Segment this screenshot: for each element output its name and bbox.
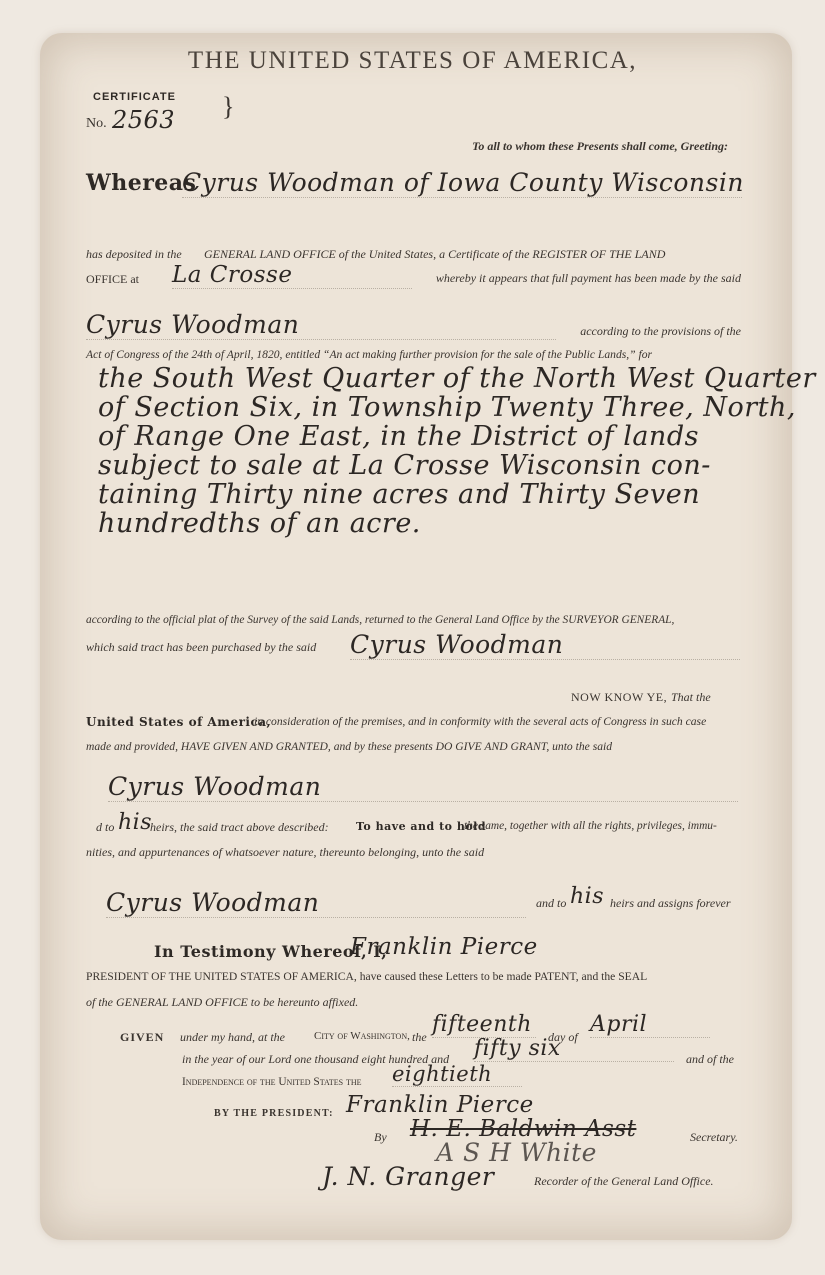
year-handwritten: fifty six <box>474 1036 674 1062</box>
know-ye-a: NOW KNOW YE, <box>571 690 668 704</box>
day-handwritten: fifteenth <box>432 1012 536 1038</box>
number-label: No. <box>86 116 107 131</box>
payment-text: whereby it appears that full payment has been made by the said <box>435 271 741 285</box>
office-at-label: OFFICE at <box>86 272 140 286</box>
land-line: taining Thirty nine acres and Thirty Seven <box>98 479 701 510</box>
heirs-his-2: his <box>570 884 604 909</box>
greeting-text: To all to whom these Presents shall come, Greeting: <box>472 139 728 153</box>
grantee-name-1: Cyrus Woodman <box>86 310 556 340</box>
grantee-intro: Cyrus Woodman of Iowa County Wisconsin <box>182 168 744 197</box>
day-of: day of <box>548 1030 578 1044</box>
certificate-label: CERTIFICATE <box>93 91 176 103</box>
secretary-signature: H. E. Baldwin Asst <box>410 1116 637 1142</box>
grantee-name-3: Cyrus Woodman <box>108 772 738 802</box>
made-provided-text: made and provided, HAVE GIVEN AND GRANTED, and by these presents DO GIVE AND GRANT, unto the said <box>86 740 613 753</box>
land-line: of Section Six, in Township Twenty Three, North, <box>98 392 796 423</box>
and-to: and to <box>536 896 567 910</box>
and-of-the: and of the <box>686 1052 734 1066</box>
whereas-word: Whereas <box>86 170 197 196</box>
city-label: City of Washington, <box>314 1030 410 1042</box>
recorder-overwrite: A S H White <box>436 1138 597 1167</box>
independence-handwritten: eightieth <box>392 1062 522 1087</box>
the-label: the <box>412 1030 427 1044</box>
grantee-name-4: Cyrus Woodman <box>106 888 526 918</box>
united-states-blackletter: United States of America, <box>86 715 272 729</box>
month-handwritten: April <box>590 1012 710 1038</box>
official-plat: according to the official plat of the Survey of the said Lands, returned to the General Land Office by the SURVEYOR GENERAL, <box>86 614 675 626</box>
president-line: PRESIDENT OF THE UNITED STATES OF AMERICA, have caused these Letters to be made PATENT, and the SEAL <box>86 970 648 983</box>
know-ye-b: That the <box>671 690 711 704</box>
land-line: hundredths of an acre. <box>98 508 421 539</box>
deposit-line-a: has deposited in the <box>86 247 182 261</box>
document-title: THE UNITED STATES OF AMERICA, <box>187 47 638 74</box>
seal-line: of the GENERAL LAND OFFICE to be hereunto affixed. <box>86 995 359 1009</box>
land-line: of Range One East, in the District of lands <box>98 421 699 452</box>
recorder-label: Recorder of the General Land Office. <box>534 1174 714 1188</box>
nities-text: nities, and appurtenances of whatsoever nature, thereunto belonging, unto the said <box>86 845 485 859</box>
heirs-assigns: heirs and assigns forever <box>610 896 731 910</box>
according-provisions: according to the provisions of the <box>580 324 741 338</box>
to-have-blackletter: To have and to hold <box>356 820 487 833</box>
grantee-name-2: Cyrus Woodman <box>350 630 740 660</box>
deposit-line-b: GENERAL LAND OFFICE of the United States, a Certificate of the REGISTER OF THE LAND <box>204 247 666 261</box>
purchased-by: which said tract has been purchased by the said <box>86 640 317 654</box>
act-text: Act of Congress of the 24th of April, 1820, entitled “An act making further provision for the sale of the Public Lands,” for <box>86 348 653 361</box>
in-year: in the year of our Lord one thousand eight hundred and <box>182 1052 450 1066</box>
heirs-his-1: his <box>118 810 152 835</box>
by-label: By <box>374 1130 387 1144</box>
bracket-mark: } <box>222 92 235 121</box>
recorder-signature: J. N. Granger <box>322 1162 495 1191</box>
consideration-text: in consideration of the premises, and in conformity with the several acts of Congress in such case <box>254 715 707 728</box>
president-handwritten: Franklin Pierce <box>350 934 538 960</box>
testimony-blackletter: In Testimony Whereof, I, <box>154 942 388 961</box>
heirs-line-c: the same, together with all the rights, privileges, immu- <box>464 820 717 832</box>
secretary-label: Secretary. <box>690 1130 738 1144</box>
office-place: La Crosse <box>172 262 412 289</box>
heirs-line-b: heirs, the said tract above described: <box>150 820 329 834</box>
president-signature: Franklin Pierce <box>346 1092 534 1118</box>
given-label: GIVEN <box>120 1030 165 1044</box>
land-description <box>98 364 816 538</box>
under-hand: under my hand, at the <box>180 1030 285 1044</box>
land-line: subject to sale at La Crosse Wisconsin con- <box>98 450 711 481</box>
certificate-number: 2563 <box>112 106 176 134</box>
land-line: the South West Quarter of the North West Quarter <box>98 363 816 394</box>
heirs-line-a: d to <box>96 820 115 834</box>
by-president-label: BY THE PRESIDENT: <box>214 1108 334 1119</box>
independence-label: Independence of the United States the <box>182 1076 362 1088</box>
